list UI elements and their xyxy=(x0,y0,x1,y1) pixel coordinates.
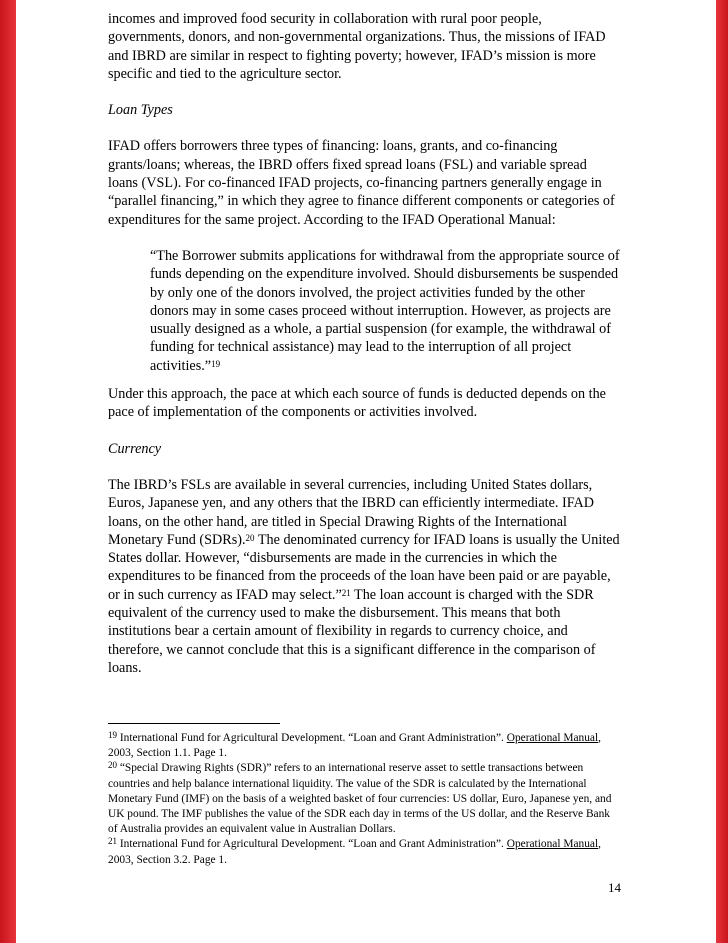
paragraph-loan-types: IFAD offers borrowers three types of financing: loans, grants, and co-financing grants/loans; whereas, the IBRD offers fixed spread loans (FSL) and variable spread loans (VSL). For co-financed IFAD projects, co-financing partners generally engage in “parallel financing,” in which they agree to finance different components or categories of expenditures for the same project. According to the IFAD Operational Manual: xyxy=(108,138,615,228)
footnote-number-19: 19 xyxy=(108,730,117,740)
footnote-19-text-a: International Fund for Agricultural Development. “Loan and Grant Administration”. xyxy=(117,732,507,744)
footnotes xyxy=(108,731,620,868)
footnote-19-text-b: , 2003, Section 1.1. Page 1. xyxy=(108,732,601,760)
footnote-21-text-b: , 2003, Section 3.2. Page 1. xyxy=(108,838,601,866)
paragraph-approach: Under this approach, the pace at which each source of funds is deducted depends on the pace of implementation of the components or activities involved. xyxy=(108,386,606,421)
page-number: 14 xyxy=(608,880,621,895)
document-body xyxy=(108,10,620,695)
heading-currency: Currency xyxy=(108,440,162,457)
heading-loan-types: Loan Types xyxy=(108,102,173,119)
footnote-ref-21[interactable]: 21 xyxy=(341,587,351,598)
footnote-20 xyxy=(108,761,620,837)
right-red-band xyxy=(716,0,728,943)
currency-text-b: The denominated currency for IFAD loans is usually the United States dollar. However, “disbursements are made in the currencies in which the expenditures to be financed from the proceeds of the loan have been paid or are payable, or in such currency as IFAD may select.” xyxy=(108,531,620,603)
quote-text: “The Borrower submits applications for withdrawal from the appropriate source of funds depending on the expenditure involved. Should disbursements be suspended by only one of the donors involved, the project activities funded by the other donors may in some cases proceed without interruption. However, as projects are usually designed as a whole, a partial suspension (for example, the withdrawal of funding for technical assistance) may lead to the interruption of all project activities.” xyxy=(150,247,620,374)
footnote-21-title: Operational Manual xyxy=(506,838,599,851)
currency-text-c: The loan account is charged with the SDR equivalent of the currency used to make the disbursement. This means that both institutions bear a certain amount of flexibility in regards to currency choice, and therefore, we cannot conclude that this is a significant difference in the comparison of loans. xyxy=(108,586,596,676)
footnote-ref-19[interactable]: 19 xyxy=(211,358,221,369)
footnote-number-20: 20 xyxy=(108,760,117,771)
currency-text-a: The IBRD’s FSLs are available in several currencies, including United States dollars, Euros, Japanese yen, and any others that the IBRD can efficiently intermediate. IFAD loans, on the other hand, are titled in Special Drawing Rights of the International Monetary Fund (SDRs). xyxy=(108,476,595,548)
footnote-20-text: “Special Drawing Rights (SDR)” refers to an international reserve asset to settle transactions between countries and help balance international liquidity. The value of the SDR is calculated by the International Monetary Fund (IMF) on the basis of a weighted basket of four currencies: US dollar, Euro, Japanese yen, and UK pound. The IMF publishes the value of the SDR each day in terms of the US dollar, and the Reserve Bank of Australia provides an equivalent value in Australian Dollars. xyxy=(108,762,612,836)
left-red-band xyxy=(0,0,16,943)
block-quote xyxy=(150,247,620,375)
footnote-19-title: Operational Manual xyxy=(506,732,599,744)
footnote-ref-20[interactable]: 20 xyxy=(245,532,255,543)
footnote-21-text-a: International Fund for Agricultural Development. “Loan and Grant Administration”. xyxy=(117,838,507,851)
paragraph-intro: incomes and improved food security in collaboration with rural poor people, governments, donors, and non-governmental organizations. Thus, the missions of IFAD and IBRD are similar in respect to fighting poverty; however, IFAD’s mission is more specific and tied to the agriculture sector. xyxy=(108,11,606,82)
footnote-number-21: 21 xyxy=(108,836,117,847)
footnote-19 xyxy=(108,731,620,761)
footnote-21 xyxy=(108,837,620,867)
footnote-separator xyxy=(108,723,280,724)
paragraph-currency xyxy=(108,476,620,677)
